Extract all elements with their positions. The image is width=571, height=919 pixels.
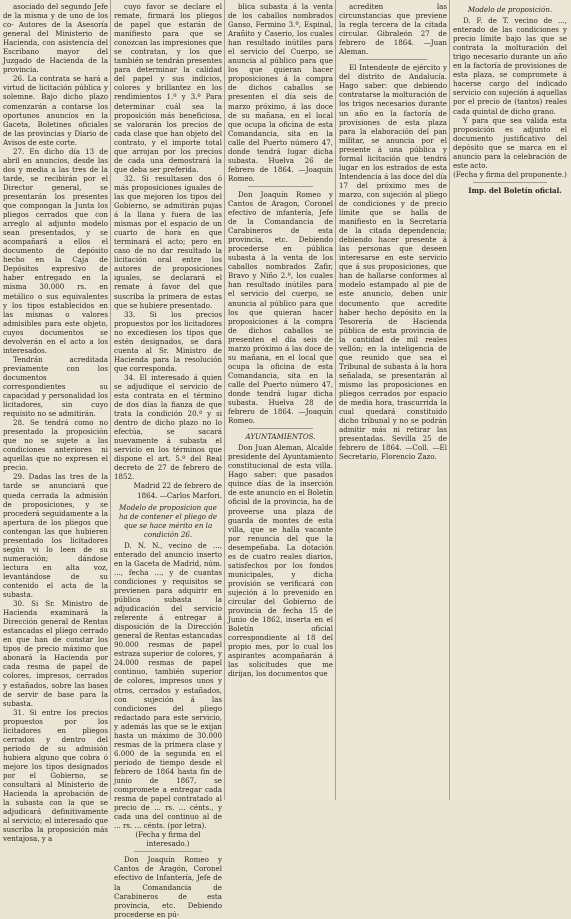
paragraph: 28. Se tendrá como no presentado la proposición que no se sujete a las condiciones anteriores ni aquellas que no expresen el precio. [3,418,108,473]
section-heading: AYUNTAMIENTOS. [245,432,316,442]
divider [134,851,202,852]
column-2 [114,2,222,919]
column-divider [110,0,111,800]
paragraph: 31. Si entre los precios propuestos por los licitadores en pliegos cerrados y dentro del periodo de su admisión hubiera alguno que cobra ó mejore los tipos designados por el Gobierno, se consultará al Ministerio de Hacienda la aprobación de la subasta con la que se adjudicará definitivamente al servicio; el interesado que suscriba la proposición más ventajosa, y a [3,707,108,844]
divider [248,186,313,187]
column-divider [224,0,225,800]
section-text: Don Juan Aleman, Alcalde presidente del Ayuntamiento constitucional de esta villa. Hago saber: que pasados quince días de la inserción de este anuncio en el Boletín oficial de la provincia, ha de proveerse una plaza de guarda de montes de esta villa, que se halla vacante por renuncia del que la desempeñaba. La dotación es de cuatro reales diarios, satisfechos por los fondos municipales, y dicha provisión se verificará con sujeción á lo prevenido en circular del Gobierno de provincia de fecha 15 de Junio de 1862, inserta en el Boletín oficial correspondiente al 18 del propio mes, por lo cual los aspirantes acompañarán á las solicitudes que me dirijan, los documentos que [228,443,333,679]
notice-text: El Intendente de ejército y del distrito de Andalucía. Hago saber: que debiendo contratarse la molturación de los trigos necesarios durante un año en la factoría de provisiones de esta plaza para la elaboración del pan militar, se anuncia por el presente á una pública y formal licitación que tendrá lugar en los estrados de esta Intendencia á las doce del día 17 del próximo mes de marzo, con sujeción al pliego de condiciones y de precio límite que se halla de manifiesto en la Secretaría de la citada dependencia; debiendo hacer presente á las personas que deseen interesarse en este servicio que á sus proposiciones, que han de hallarse conformes al modelo estampado al pie de este anuncio, deben unir documento que acredite haber hecho depósito en la Tesorería de Hacienda pública de esta provincia de la cantidad de mil reales vellón; en la inteligencia de que reunido que sea el Tribunal de subasta á la hora señalada, se presentarán al mismo las proposiciones en pliegos cerrados por espacio de media hora, trascurrida la cual quedará constituido dicho tribunal y no se podrán admitir más ni retirar las presentadas. Sevilla 25 de febrero de 1864. —Coll. —El Secretario, Florencio Zazo. [339,63,447,462]
divider [473,182,547,183]
model-heading: Modelo de proposicion que ha de contener el pliego de que se hace mérito en la condición 26. [118,502,218,539]
paragraph: blica subasta á la venta de los caballos nombrados Ganso, Fermino 3.º, Espinal, Arañito y Caserio, los cuales han resultado inútiles para el servicio del Cuerpo, se anuncia al público para que los que quieran hacer proposiciones á la compra de dichos caballos se presenten el día seis de marzo próximo, á las doce de su mañana, en el local que ocupa la oficina de esta Comandancia, sita en la calle del Puerto número 47, donde tendrá lugar dicha subasta. Huelva 26 de febrero de 1864. —Joaquín Romeo. [228,2,333,183]
signature: Madrid 22 de febrero de 1864. —Carlos Marfori. [133,481,222,500]
paragraph: Tendrán acreditada previamente con los documentos correspondientes su capacidad y personalidad los licitadores, sin cuyo requisito no se admitirán. [3,354,108,419]
column-divider [449,0,450,800]
paragraph: 33. Si los precios propuestos por los licitadores no excediesen los tipos que estén designados, se dará cuenta al Sr. Ministro de Hacienda para la resolución que corresponda. [114,309,222,373]
paragraph: 26. La contrata se hará a virtud de licitación pública y solemne. Bajo dicho plazo comenzarán a contarse los oportunos anuncios en la Gaceta, Boletines oficiales de las provincias y Diario de Avisos de este corte. [3,74,108,147]
paragraph: 32. Si resultasen dos ó más proposiciones iguales de las que mejoren los tipos del Gobierno, se admitirán pujas á la llana y fuera de las mismas por el espacio de un cuarto de hora en que terminará el acto; pero en caso de no dar resultado la licitación oral entre los autores de proposiciones iguales, se declarará el remate á favor del que suscriba la primera de estas que se hubiere presentado. [114,173,222,310]
printer-imprint: Imp. del Boletín oficial. [468,185,562,195]
model-heading: Modelo de proposición. [467,5,553,14]
column-4 [339,2,447,798]
paragraph: 27. En dicho día 13 de abril en anuncios, desde las dos y media a las tres de la tarde, se recibirán por el Director general, se presentarán los presentes que compongan la Junta los pliegos cerrados que con arreglo al adjunto modelo sean presentados, y se acompañará a ellos el documento de depósito hecho en la Caja de Depósitos expresivo de haber entregado en la misma 30.000 rs. en metálico o sus equivalentes y los tipos establecidos en las mismas o valores admisibles para este objeto, cuyos documentos se devolverán en el acto a los interesados. [3,146,108,355]
paragraph: 29. Dadas las tres de la tarde se anunciará que queda cerrada la admisión de proposiciones, y se procederá seguidamente a la apertura de los pliegos que contengan las que hubieren presentado los licitadores según vi lo leen de su numeración; dándose lectura en alta voz, levantándose de su contenido el acta de la subasta. [3,472,108,600]
paragraph: 34. El interesado á quien se adjudique el servicio de esta contrata en el término de dos días la fianza de que trata la condición 20.ª y si dentro de dicho plazo no lo efectúa, se sacará nuevamente á subasta el servicio en los términos que dispone el art. 5.º del Real decreto de 27 de febrero de 1852. [114,372,222,482]
model-signature: (Fecha y firma del proponente.) [453,169,567,179]
model-text: D. F. de T. vecino de ..., enterado de las condiciones y precio límite bajo las que se contrata la molturación del trigo necesario durante un año en la factoría de provisiones de esta plaza, se compromete á hacerse cargo del indicado servicio con sujeción á aquellas por el precio de (tantos) reales cada quintal de dicho grano. [453,16,567,116]
paragraph: cuyo favor se declare el remate, firmará los pliegos de papel que estarán de manifiesto para que se conozcan las impresiones que se contratan, y los que también se tendrán presentes para determinar la calidad del papel y sus indicios, colores y brillantez en los rendimientos 1.º y 3.º Para determinar cuál sea la proposición más beneficiosa, se valorarán los precios de cada clase que han objeto del contrato, y el importe total que arrojan por los precios de cada una demostrará la que deba ser preferida. [114,2,222,174]
paragraph: 30. Si Sr. Ministro de Hacienda examinará la Dirección general de Rentas estancadas el pliego cerrado en que han de constar los tipos de precio máximo que abonará la Hacienda por cada resma de papel de colores, impresos, cerrados y estañados, sobre las bases de servir de base para la subasta. [3,599,108,708]
column-1 [3,2,108,844]
notice-text: Don Joaquín Romeo y Cantos de Aragón, Coronel efectivo de Infantería, Jefe de la Comandancia de Carabineros de esta provincia, etc. Debiendo procederse en pú- [114,855,222,919]
notice-text: Don Joaquín Romeo y Cantos de Aragon, Coronel efectivo de infantería, Jefe de la Comandancia de Carabineros de esta provincia, etc. Debiendo procederse en pública subasta á la venta de los caballos nombrados Zafir, Bravo y Niño 2.º, los cuales han resultado inútiles para el servicio del cuerpo, se anuncia al público para que los que quieran hacer proposiciones á la compra de dichos caballos se presenten el día seis de marzo próximo á las doce de su mañana, en el local que ocupa la oficina de esta Comandancia, sita en la calle del Puerto número 47, donde tendrá lugar dicha subasta. Huelva 28 de febrero de 1864. —Joaquín Romeo. [228,189,333,426]
paragraph: acrediten las circunstancias que previene la regla tercera de la citada circular. Gibraleón 27 de febrero de 1864. —Juan Aleman. [339,2,447,57]
column-divider [335,0,336,800]
column-5 [453,2,567,798]
model-signature: (Fecha y firma del interesado.) [135,830,201,849]
model-text: D. N. N., vecino de ..., enterado del anuncio inserto en la Gaceta de Madrid, núm. ..., fecha ..., y de cuantas condiciones y requisitos se previenen para adquirir en pública subasta la adjudicación del servicio referente á entregar á disposición de la Dirección general de Rentas estancadas 90.000 resmas de papel estraza superior de colores, y 24.000 resmas de papel continuo, también superior de colores, impresos unos y otros, cerrados y estañados, con sujeción á las condiciones del pliego redactado para este servicio, y además las que se le exijan hasta un máximo de 30.000 resmas de la primera clase y 6.000 de la segunda en el periodo de tiempo desde el febrero de 1864 hasta fin de junio de 1867, se compromete a entregar cada resma de papel contratado al precio de ... rs. ... cénts., y cada una del continuo al de ... rs. ... cénts. (por letra). [114,540,222,831]
model-text: Y para que sea válida esta proposición es adjunto el documento justificativo del depósito que se marca en el anuncio para la celebración de este acto. [453,115,567,170]
divider [248,428,313,429]
divider [359,59,427,60]
column-3 [228,2,333,798]
paragraph: asociado del segundo Jefe de la misma y de uno de los co- Autores de la Asesoría general del Ministerio de Hacienda, con asistencia del Escribano mayor del Juzgado de Hacienda de la provincia. [3,2,108,75]
